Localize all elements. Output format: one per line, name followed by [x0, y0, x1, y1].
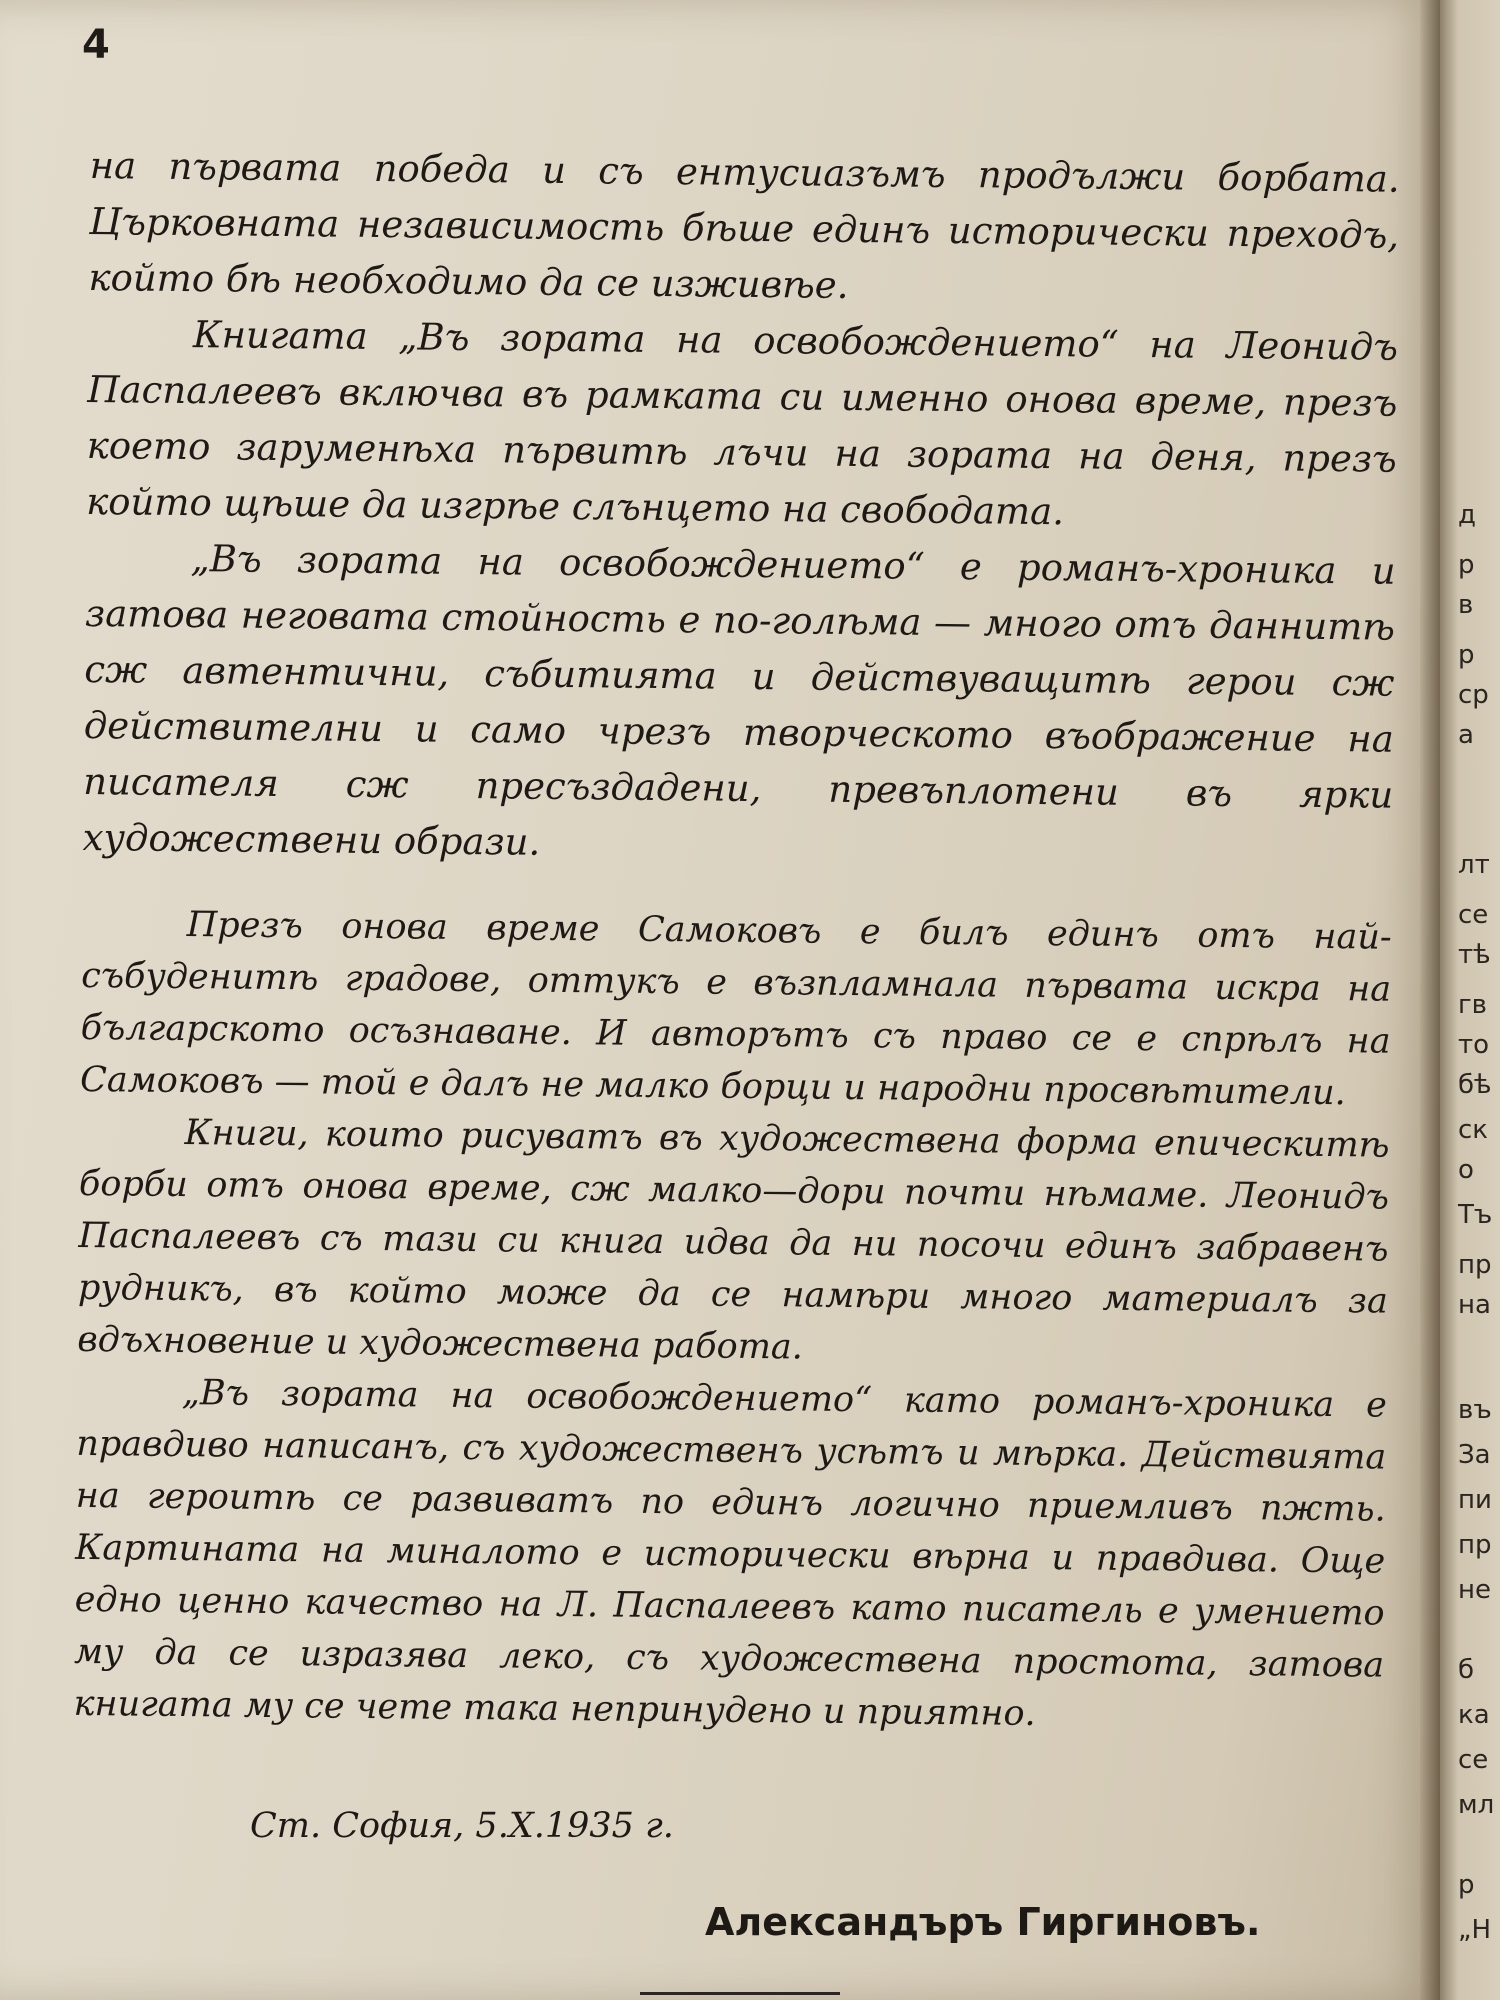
adjacent-page-fragment: се [1458, 1745, 1489, 1775]
adjacent-page-fragment: ср [1458, 680, 1489, 710]
place-date: Ст. София, 5.Х.1935 г. [250, 1806, 674, 1846]
adjacent-page-fragment: пр [1458, 1530, 1492, 1560]
adjacent-page-fragment: в [1458, 590, 1474, 620]
adjacent-page-fragment: д [1458, 500, 1476, 530]
adjacent-page-fragment: лт [1458, 850, 1490, 880]
paragraph-5: Книги, които рисуватъ въ художествена форма епическитѣ борби отъ онова време, сж малко—дори почти нѣмаме. Леонидъ Паспалеевъ съ тази си книга идва да ни посочи единъ забравенъ рудникъ, въ който може да се намѣри много материалъ за вдъхновение и художествена работа. [77, 1113, 1390, 1368]
adjacent-page-fragment: р [1458, 640, 1475, 670]
adjacent-page-fragment: се [1458, 900, 1489, 930]
adjacent-page-fragment: б [1458, 1655, 1475, 1685]
adjacent-page-fragment: мл [1458, 1790, 1495, 1820]
adjacent-page-fragment: а [1458, 720, 1474, 750]
adjacent-page-fragment: не [1458, 1575, 1491, 1605]
adjacent-page-fragment: гв [1458, 990, 1487, 1020]
closing-rule [640, 1992, 840, 1995]
body-text [73, 138, 1400, 1744]
paragraph-4: Презъ онова време Самоковъ е билъ единъ отъ най-събуденитѣ градове, оттукъ е възпламнала първата искра на българското осъзнаване. И авторътъ съ право се е спрѣлъ на Самоковъ — той е далъ не малко борци и народни просвѣтители. [79, 905, 1392, 1114]
adjacent-page-fragment: ск [1458, 1115, 1488, 1145]
adjacent-page-fragment: пр [1458, 1250, 1492, 1280]
adjacent-page-fragment: пи [1458, 1485, 1492, 1515]
author-signature: Александъръ Гиргиновъ. [705, 1900, 1261, 1944]
adjacent-page-fragment: о [1458, 1155, 1474, 1185]
adjacent-page-fragment: на [1458, 1290, 1491, 1320]
adjacent-page-fragment: „Н [1458, 1915, 1492, 1945]
page-number: 4 [82, 22, 110, 68]
paragraph-6: „Въ зората на освобождението“ като романъ-хроника е правдиво написанъ, съ художественъ усѣтъ и мѣрка. Действията на героитѣ се развиватъ по единъ логично приемливъ пжть. Картината на миналото е исторически вѣрна и правдива. Още едно ценно качество на Л. Паспалеевъ като писатель е умението му да се изразява леко, съ художествена простота, затова книгата му се чете така непринудено и приятно. [73, 1373, 1388, 1734]
paragraph-2: Книгата „Въ зората на освобождението“ на Леонидъ Паспалеевъ включва въ рамката си именно онова време, презъ което заруменѣха първитѣ лъчи на зората на деня, презъ който щѣше да изгрѣе слънцето на свободата. [85, 313, 1399, 534]
adjacent-page-fragment: бѣ [1458, 1070, 1492, 1100]
adjacent-page-edge [1440, 0, 1500, 2000]
adjacent-page-fragment: тѣ [1458, 940, 1491, 970]
adjacent-page-fragment: р [1458, 1870, 1475, 1900]
adjacent-page-fragment: въ [1458, 1395, 1492, 1425]
adjacent-page-fragment: ка [1458, 1700, 1490, 1730]
paragraph-1: на първата победа и съ ентусиазъмъ продължи борбата. Църковната независимость бѣше единъ исторически преходъ, който бѣ необходимо да се изживѣе. [88, 143, 1400, 307]
adjacent-page-fragment: то [1458, 1030, 1490, 1060]
paragraph-3: „Въ зората на освобождението“ е романъ-хроника и затова неговата стойность е по-голѣма — много отъ даннитѣ сж автентични, събитията и действуващитѣ герои сж действителни и само чрезъ творческото въображение на писателя сж пресъздадени, превъплотени въ ярки художествени образи. [82, 537, 1396, 864]
adjacent-page-fragment: р [1458, 550, 1475, 580]
adjacent-page-fragment: Тъ [1458, 1200, 1493, 1230]
adjacent-page-fragment: За [1458, 1440, 1491, 1470]
book-spine-shadow [1420, 0, 1440, 2000]
